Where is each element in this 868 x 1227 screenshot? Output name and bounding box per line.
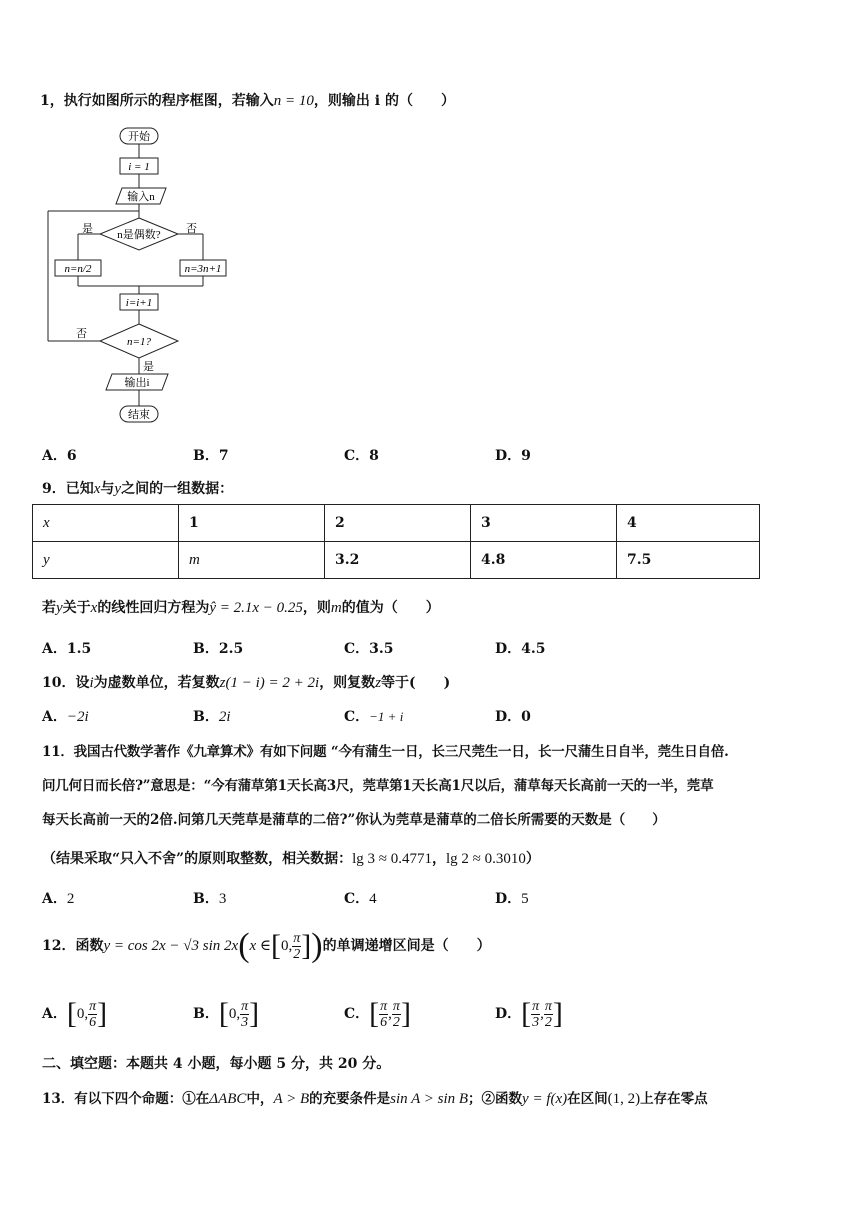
fc-yes1: 是 — [82, 223, 93, 235]
fc-incr: i=i+1 — [125, 297, 153, 309]
table-cell: 7.5 — [617, 542, 760, 579]
q11-option-d[interactable]: D．5 — [495, 891, 529, 907]
question-1-stem: 1，执行如图所示的程序框图，若输入n = 10，则输出 i 的（ ） — [40, 93, 455, 109]
q12-option-c[interactable]: C．[ $\frac{\pi}{6}$ , $\frac{\pi}{2}$ ] — [344, 997, 411, 1030]
table-cell: 3.2 — [325, 542, 471, 579]
question-13-stem: 13．有以下四个命题：①在ΔABC中，A > B的充要条件是sin A > sin B；②函数y = f(x)在区间(1, 2)上存在零点 — [42, 1091, 708, 1107]
data-table — [32, 504, 760, 579]
q9-option-d[interactable]: D．4.5 — [495, 641, 546, 657]
question-10-stem: 10．设i为虚数单位，若复数z(1 − i) = 2 + 2i，则复数z等于( ) — [42, 675, 451, 691]
q1-option-a[interactable]: A．6 — [42, 448, 77, 464]
table-row — [33, 542, 760, 579]
q10-option-b[interactable]: B．2i — [193, 709, 231, 725]
fc-right-box: n=3n+1 — [184, 263, 222, 275]
table-cell: 4.8 — [471, 542, 617, 579]
program-flowchart — [40, 122, 240, 432]
fc-no1: 否 — [186, 223, 197, 235]
fc-output: 输出i — [124, 377, 150, 389]
q9-option-a[interactable]: A．1.5 — [42, 641, 92, 657]
q1-option-d[interactable]: D．9 — [495, 448, 531, 464]
question-9-stem: 若y关于x的线性回归方程为ŷ = 2.1x − 0.25，则m的值为（ ） — [42, 600, 440, 616]
q11-option-a[interactable]: A．2 — [42, 891, 75, 907]
q12-option-a[interactable]: A．[0, $\frac{\pi}{6}$ ] — [42, 997, 108, 1030]
q12-option-d[interactable]: D．[ $\frac{\pi}{3}$ , $\frac{\pi}{2}$ ] — [495, 997, 563, 1030]
fc-cond2: n=1? — [127, 336, 151, 348]
table-cell: y — [33, 542, 179, 579]
fc-start: 开始 — [128, 131, 150, 143]
table-cell: 3 — [471, 505, 617, 542]
question-11-line-2: 问几何日而长倍?”意思是：“今有蒲草第1天长高3尺，莞草第1天长高1尺以后，蒲草每天长高前一天的一半，莞草 — [42, 778, 714, 794]
question-11-note: （结果采取“只入不舍”的原则取整数，相关数据：lg 3 ≈ 0.4771，lg 2 ≈ 0.3010） — [42, 851, 540, 867]
q12-option-b[interactable]: B．[0, $\frac{\pi}{3}$ ] — [193, 997, 260, 1030]
q10-option-c[interactable]: C．−1 + i — [344, 709, 404, 725]
fc-end: 结束 — [128, 409, 150, 421]
fc-input: 输入n — [127, 191, 155, 203]
fc-yes2: 是 — [143, 361, 154, 373]
q1-option-c[interactable]: C．8 — [344, 448, 379, 464]
section-heading-fill-in: 二、填空题：本题共 4 小题，每小题 5 分，共 20 分。 — [42, 1056, 391, 1072]
regression-equation: ŷ = 2.1x − 0.25 — [209, 600, 303, 616]
table-cell: x — [33, 505, 179, 542]
table-row — [33, 505, 760, 542]
table-cell: 1 — [179, 505, 325, 542]
q9-option-b[interactable]: B．2.5 — [193, 641, 244, 657]
fc-init: i = 1 — [128, 161, 150, 173]
q11-option-b[interactable]: B．3 — [193, 891, 227, 907]
math-n-equals-10: n = 10 — [273, 93, 314, 109]
fc-left-box: n=n/2 — [64, 263, 92, 275]
fraction: $\frac{\pi}{2}$ — [293, 930, 301, 962]
table-cell: 2 — [325, 505, 471, 542]
function-expression: y = cos 2x − √3 sin 2x — [103, 938, 239, 954]
q10-option-d[interactable]: D．0 — [495, 709, 531, 725]
q9-option-c[interactable]: C．3.5 — [344, 641, 394, 657]
q10-option-a[interactable]: A．−2i — [42, 709, 89, 725]
table-cell: 4 — [617, 505, 760, 542]
table-cell: m — [179, 542, 325, 579]
question-11-line-1: 11．我国古代数学著作《九章算术》有如下问题 “今有蒲生一日，长三尺莞生一日，长一尺蒲生日自半，莞生日自倍. — [42, 744, 729, 760]
question-11-line-3: 每天长高前一天的2倍.问第几天莞草是蒲草的二倍?”你认为莞草是蒲草的二倍长所需要的天数是（ ） — [42, 812, 666, 828]
question-12-stem: 12．函数y = cos 2x − √3 sin 2x(x ∈[0, $\frac{\pi}{2}$ ])的单调递增区间是（ ） — [42, 927, 491, 964]
fc-no2: 否 — [76, 328, 87, 340]
fc-cond1: n是偶数? — [117, 229, 161, 241]
q11-option-c[interactable]: C．4 — [344, 891, 377, 907]
q1-option-b[interactable]: B．7 — [193, 448, 229, 464]
question-9-intro: 9．已知x与y之间的一组数据： — [42, 481, 234, 497]
